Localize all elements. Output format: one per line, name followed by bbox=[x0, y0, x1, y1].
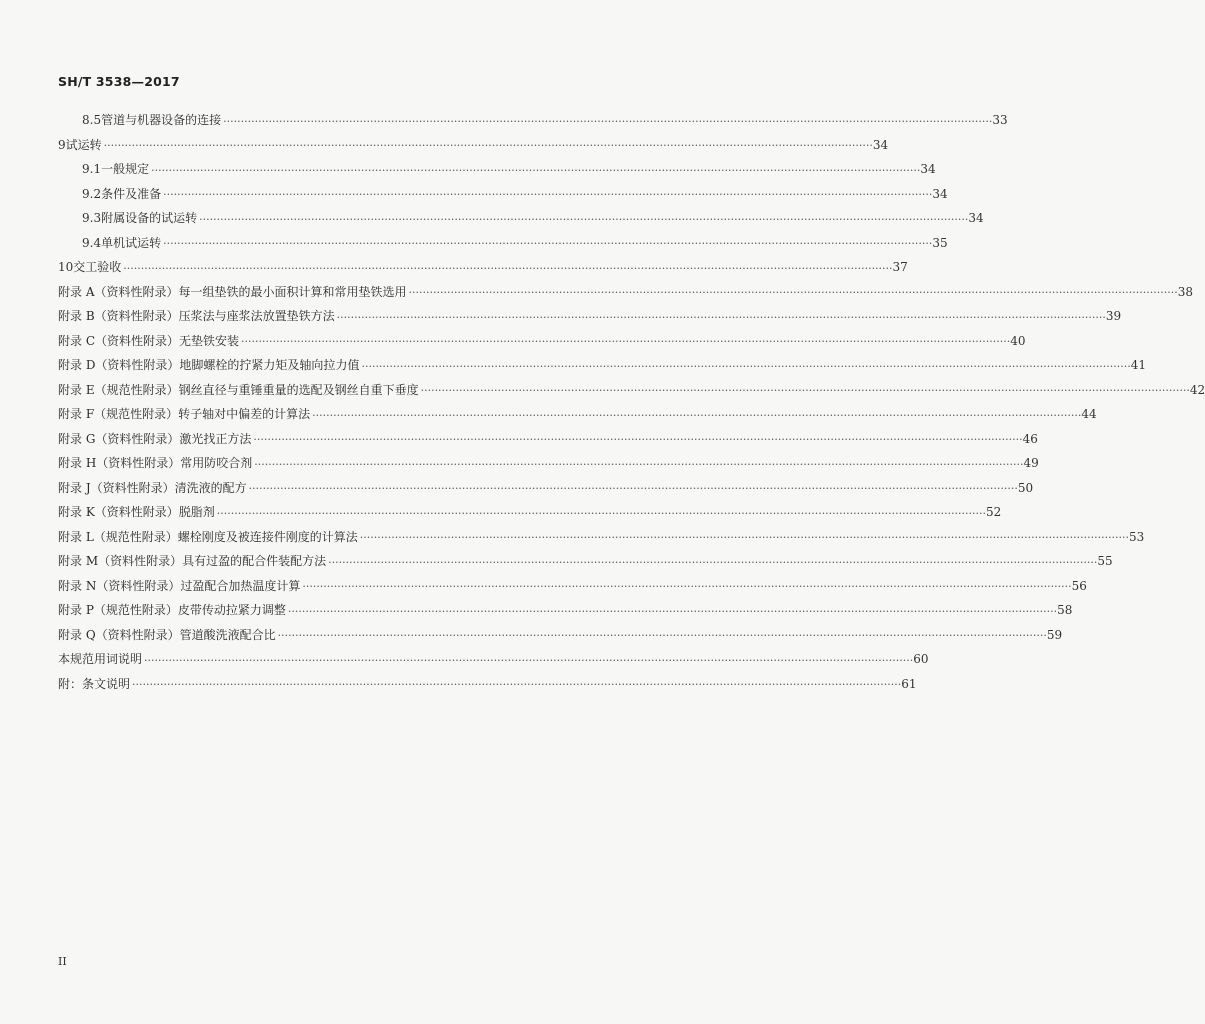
toc-entry[interactable] bbox=[58, 231, 948, 256]
toc-entry-page: 37 bbox=[892, 260, 908, 275]
toc-entry-title: 附录 F（规范性附录）转子轴对中偏差的计算法 bbox=[58, 407, 311, 422]
toc-entry-page: 34 bbox=[872, 137, 889, 152]
toc-entry-page: 35 bbox=[932, 235, 948, 250]
toc-entry-title: 一般规定 bbox=[101, 162, 150, 177]
toc-dot-leader: ···························································································································································································································· bbox=[216, 506, 987, 520]
toc-dot-leader: ···························································································································································································································· bbox=[123, 261, 893, 275]
toc-dot-leader: ···························································································································································································································· bbox=[420, 384, 1190, 398]
toc-entry-page: 34 bbox=[920, 162, 936, 177]
toc-entry[interactable] bbox=[58, 525, 1145, 550]
toc-entry-page: 40 bbox=[1010, 333, 1026, 348]
toc-dot-leader: ···························································································································································································································· bbox=[103, 139, 873, 153]
toc-entry-page: 61 bbox=[901, 676, 917, 691]
toc-entry-page: 58 bbox=[1057, 603, 1073, 618]
toc-entry-title: 附录 Q（资料性附录）管道酸洗液配合比 bbox=[58, 627, 276, 642]
toc-entry-title: 附录 B（资料性附录）压浆法与座浆法放置垫铁方法 bbox=[58, 309, 335, 324]
toc-dot-leader: ···························································································································································································································· bbox=[223, 114, 993, 128]
toc-entry-page: 52 bbox=[986, 505, 1002, 520]
standard-number: SH/T 3538—2017 bbox=[58, 74, 180, 89]
toc-entry-page: 39 bbox=[1105, 309, 1122, 324]
toc-entry-number: 9.3 bbox=[82, 211, 102, 226]
toc-entry[interactable] bbox=[58, 623, 1063, 648]
toc-dot-leader: ···························································································································································································································· bbox=[254, 457, 1024, 471]
toc-entry-page: 44 bbox=[1081, 407, 1097, 422]
toc-entry-page: 34 bbox=[932, 186, 948, 201]
toc-dot-leader: ···························································································································································································································· bbox=[287, 604, 1058, 618]
toc-dot-leader: ···························································································································································································································· bbox=[277, 629, 1047, 643]
toc-entry[interactable] bbox=[58, 598, 1073, 623]
toc-entry-number: 9.2 bbox=[82, 186, 102, 201]
toc-entry[interactable] bbox=[58, 647, 929, 672]
toc-dot-leader: ···························································································································································································································· bbox=[336, 310, 1106, 324]
toc-dot-leader: ···························································································································································································································· bbox=[144, 653, 914, 667]
toc-entry[interactable] bbox=[58, 500, 1002, 525]
toc-entry-title: 附：条文说明 bbox=[58, 676, 131, 691]
toc-entry[interactable] bbox=[58, 476, 1034, 501]
toc-entry-page: 56 bbox=[1071, 578, 1087, 593]
toc-dot-leader: ···························································································································································································································· bbox=[361, 359, 1131, 373]
toc-dot-leader: ···························································································································································································································· bbox=[132, 678, 902, 692]
toc-entry[interactable] bbox=[58, 549, 1113, 574]
table-of-contents bbox=[58, 108, 1205, 696]
toc-entry-page: 41 bbox=[1130, 358, 1146, 373]
toc-dot-leader: ···························································································································································································································· bbox=[163, 188, 933, 202]
toc-entry-title: 附录 L（规范性附录）螺栓刚度及被连接件刚度的计算法 bbox=[58, 529, 358, 544]
toc-entry[interactable] bbox=[58, 378, 1205, 403]
toc-dot-leader: ···························································································································································································································· bbox=[151, 163, 921, 177]
toc-dot-leader: ···························································································································································································································· bbox=[163, 237, 933, 251]
toc-entry[interactable] bbox=[58, 353, 1146, 378]
toc-entry[interactable] bbox=[58, 451, 1039, 476]
toc-entry-page: 38 bbox=[1177, 284, 1194, 299]
toc-entry-title: 附录 N（资料性附录）过盈配合加热温度计算 bbox=[58, 578, 301, 593]
toc-entry-title: 单机试运转 bbox=[101, 235, 162, 250]
toc-dot-leader: ···························································································································································································································· bbox=[241, 335, 1011, 349]
toc-entry-title: 交工验收 bbox=[73, 260, 122, 275]
toc-dot-leader: ···························································································································································································································· bbox=[199, 212, 969, 226]
toc-entry-title: 条件及准备 bbox=[101, 186, 162, 201]
toc-entry[interactable] bbox=[58, 402, 1097, 427]
toc-entry-title: 附录 P（规范性附录）皮带传动拉紧力调整 bbox=[58, 603, 286, 618]
toc-entry-title: 本规范用词说明 bbox=[58, 652, 143, 667]
toc-entry-page: 50 bbox=[1017, 480, 1034, 495]
toc-entry-title: 附属设备的试运转 bbox=[101, 211, 198, 226]
toc-entry[interactable] bbox=[58, 427, 1038, 452]
toc-dot-leader: ···························································································································································································································· bbox=[248, 482, 1018, 496]
toc-entry-title: 管道与机器设备的连接 bbox=[101, 113, 222, 128]
toc-entry[interactable] bbox=[58, 255, 908, 280]
toc-dot-leader: ···························································································································································································································· bbox=[302, 580, 1072, 594]
toc-dot-leader: ···························································································································································································································· bbox=[253, 433, 1023, 447]
toc-dot-leader: ···························································································································································································································· bbox=[359, 531, 1130, 545]
toc-entry[interactable] bbox=[58, 206, 984, 231]
toc-entry[interactable] bbox=[58, 280, 1194, 305]
toc-entry-page: 46 bbox=[1022, 431, 1038, 446]
toc-dot-leader: ···························································································································································································································· bbox=[408, 286, 1178, 300]
toc-entry-title: 附录 H（资料性附录）常用防咬合剂 bbox=[58, 456, 253, 471]
toc-entry-page: 49 bbox=[1023, 456, 1039, 471]
toc-entry-title: 附录 C（资料性附录）无垫铁安装 bbox=[58, 333, 239, 348]
toc-entry-title: 附录 D（资料性附录）地脚螺栓的拧紧力矩及轴向拉力值 bbox=[58, 358, 360, 373]
toc-entry-page: 42 bbox=[1189, 382, 1205, 397]
toc-entry-page: 55 bbox=[1097, 554, 1113, 569]
toc-entry-number: 9.1 bbox=[82, 162, 102, 177]
toc-entry-number: 8.5 bbox=[82, 113, 102, 128]
toc-entry-page: 33 bbox=[992, 113, 1008, 128]
toc-entry-number: 10 bbox=[58, 260, 74, 275]
toc-entry-title: 附录 M（资料性附录）具有过盈的配合件装配方法 bbox=[58, 554, 327, 569]
toc-entry-page: 53 bbox=[1129, 529, 1145, 544]
toc-entry-title: 附录 G（资料性附录）激光找正方法 bbox=[58, 431, 252, 446]
toc-entry[interactable] bbox=[58, 182, 948, 207]
toc-entry-page: 60 bbox=[913, 652, 929, 667]
toc-entry[interactable] bbox=[58, 329, 1026, 354]
toc-dot-leader: ···························································································································································································································· bbox=[312, 408, 1082, 422]
toc-entry-title: 试运转 bbox=[65, 137, 102, 152]
toc-entry-title: 附录 E（规范性附录）钢丝直径与重锤重量的选配及钢丝自重下垂度 bbox=[58, 382, 419, 397]
toc-entry-number: 9 bbox=[58, 137, 66, 152]
toc-entry[interactable] bbox=[58, 108, 1008, 133]
page-number: II bbox=[58, 955, 67, 968]
toc-entry[interactable] bbox=[58, 157, 936, 182]
toc-entry-number: 9.4 bbox=[82, 235, 102, 250]
toc-entry[interactable] bbox=[58, 133, 889, 158]
toc-entry-title: 附录 K（资料性附录）脱脂剂 bbox=[58, 505, 215, 520]
toc-entry-page: 59 bbox=[1046, 627, 1063, 642]
toc-entry[interactable] bbox=[58, 304, 1122, 329]
toc-entry[interactable] bbox=[58, 672, 917, 697]
toc-entry[interactable] bbox=[58, 574, 1087, 599]
toc-entry-page: 34 bbox=[968, 211, 984, 226]
toc-entry-title: 附录 A（资料性附录）每一组垫铁的最小面积计算和常用垫铁选用 bbox=[58, 284, 407, 299]
toc-entry-title: 附录 J（资料性附录）清洗液的配方 bbox=[58, 480, 247, 495]
toc-dot-leader: ···························································································································································································································· bbox=[328, 555, 1098, 569]
